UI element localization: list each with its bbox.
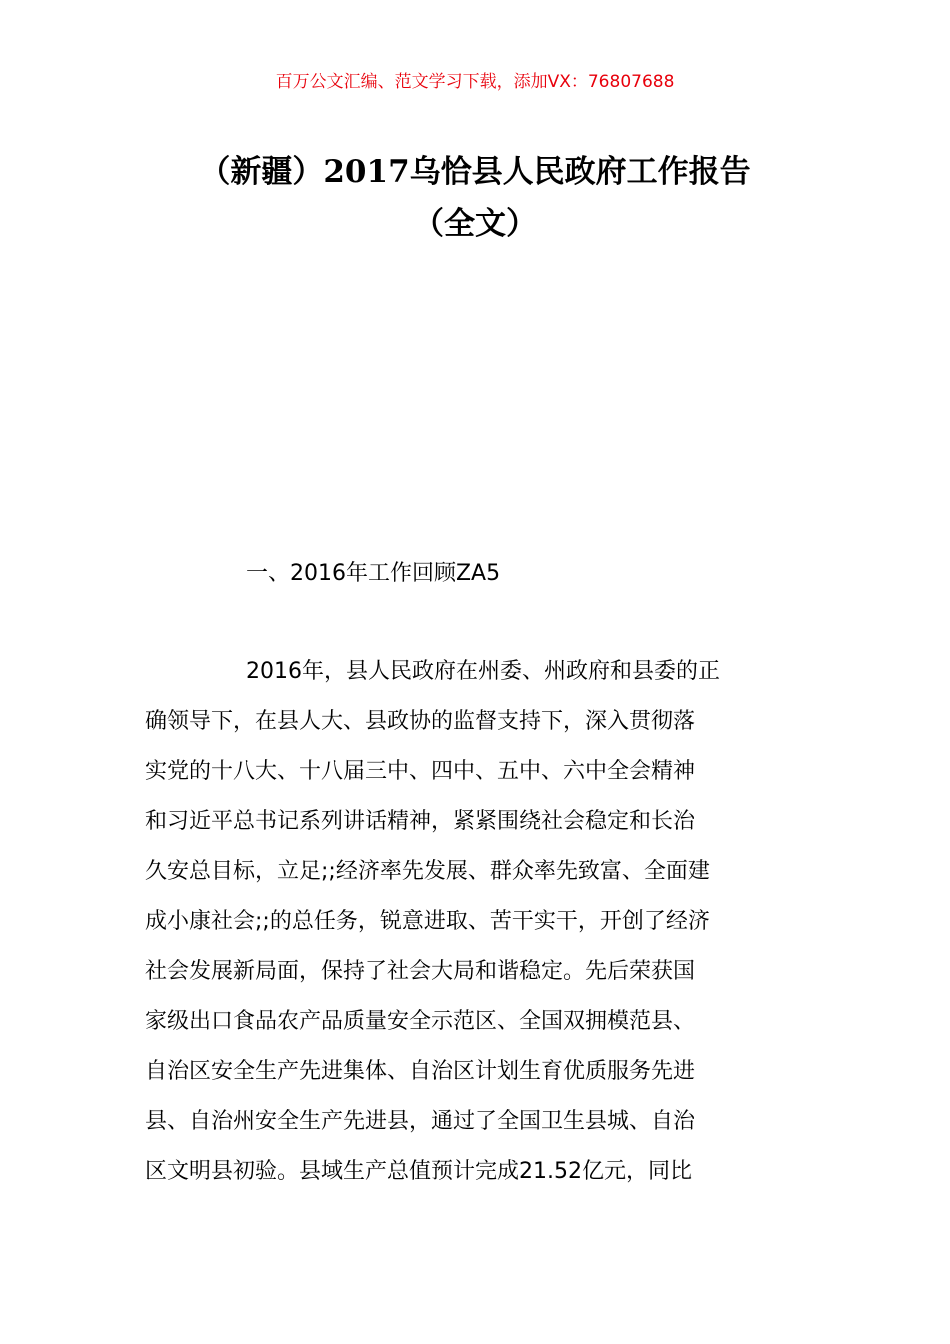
watermark-banner: 百万公文汇编、范文学习下载，添加VX：76807688 — [275, 72, 675, 92]
paragraph-line: 自治区安全生产先进集体、自治区计划生育优质服务先进 — [145, 1059, 696, 1084]
title-line-1: （新疆）2017乌恰县人民政府工作报告 — [199, 154, 751, 190]
paragraph-line: 社会发展新局面，保持了社会大局和谐稳定。先后荣获国 — [145, 959, 696, 984]
paragraph-line: 久安总目标，立足;;经济率先发展、群众率先致富、全面建 — [145, 859, 710, 884]
title-line-2: （全文） — [413, 206, 537, 242]
paragraph-line: 区文明县初验。县域生产总值预计完成21.52亿元，同比 — [145, 1159, 692, 1184]
paragraph-line: 实党的十八大、十八届三中、四中、五中、六中全会精神 — [145, 759, 696, 784]
paragraph-line: 成小康社会;;的总任务，锐意进取、苦干实干，开创了经济 — [145, 909, 710, 934]
paragraph-line: 确领导下，在县人大、县政协的监督支持下，深入贯彻落 — [145, 709, 696, 734]
document-title — [0, 146, 950, 250]
section-heading: 一、2016年工作回顾ZA5 — [246, 561, 501, 586]
paragraph-line: 2016年，县人民政府在州委、州政府和县委的正 — [246, 659, 720, 684]
paragraph-line: 家级出口食品农产品质量安全示范区、全国双拥模范县、 — [145, 1009, 696, 1034]
body-paragraph — [145, 647, 805, 1197]
paragraph-line: 县、自治州安全生产先进县，通过了全国卫生县城、自治 — [145, 1109, 696, 1134]
paragraph-line: 和习近平总书记系列讲话精神，紧紧围绕社会稳定和长治 — [145, 809, 696, 834]
